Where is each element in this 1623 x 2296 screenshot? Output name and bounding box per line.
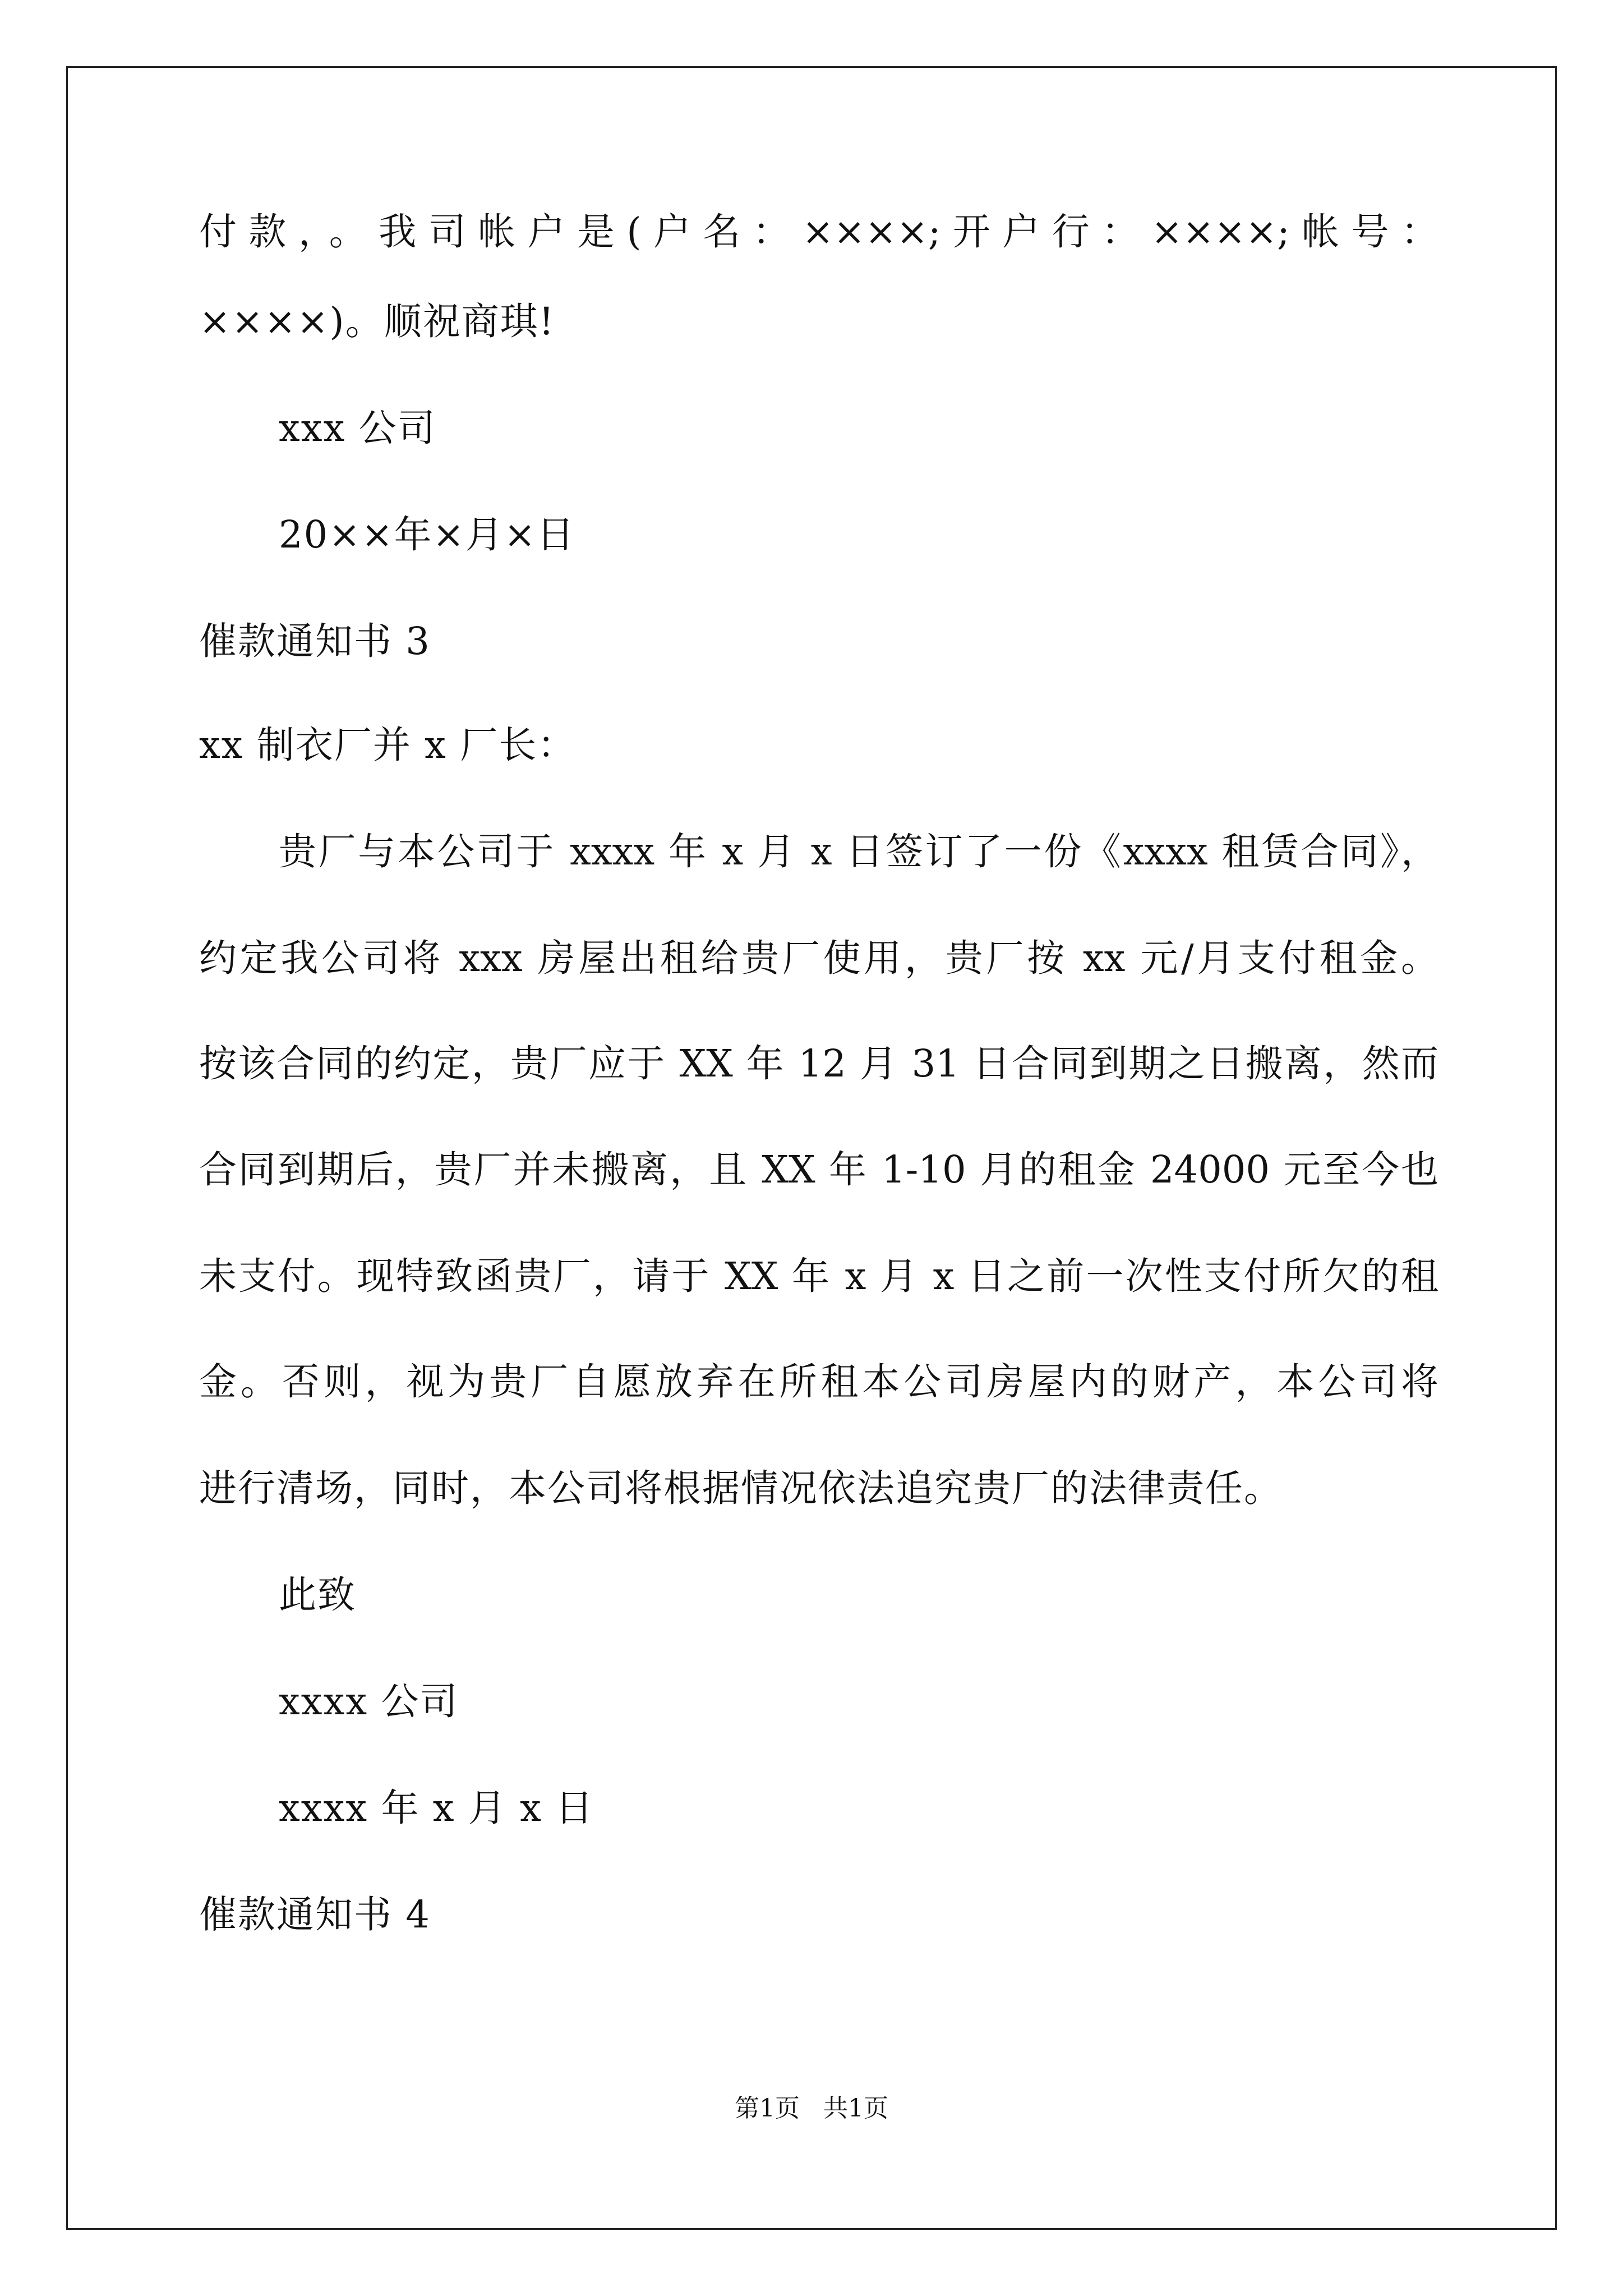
body-line-6: 金。否则，视为贵厂自愿放弃在所租本公司房屋内的财产，本公司将 xyxy=(199,1360,1438,1404)
body-line-5: 未支付。现特致函贵厂，请于 XX 年 x 月 x 日之前一次性支付所欠的租 xyxy=(199,1254,1438,1298)
sender-company: xxx 公司 xyxy=(279,406,436,450)
signature-date: xxxx 年 x 月 x 日 xyxy=(279,1786,594,1830)
section-heading-4: 催款通知书 4 xyxy=(199,1893,431,1936)
signature-company: xxxx 公司 xyxy=(279,1680,459,1723)
body-line-1: 贵厂与本公司于 xxxx 年 x 月 x 日签订了一份《xxxx 租赁合同》， xyxy=(279,830,1438,873)
body-line-7: 进行清场，同时，本公司将根据情况依法追究贵厂的法律责任。 xyxy=(199,1466,1283,1510)
salutation: xx 制衣厂并 x 厂长： xyxy=(199,723,577,767)
page-footer: 第1页 共1页 xyxy=(735,2094,888,2123)
body-line-2: 约定我公司将 xxx 房屋出租给贵厂使用，贵厂按 xx 元/月支付租金。 xyxy=(199,936,1438,980)
sender-date: 20××年×月×日 xyxy=(279,513,575,556)
paragraph-line-payment: 付款，。我司帐户是(户名：××××;开户行：××××;帐号： xyxy=(199,210,1438,254)
body-line-4: 合同到期后，贵厂并未搬离，且 XX 年 1-10 月的租金 24000 元至今也 xyxy=(199,1148,1438,1191)
paragraph-line-closing: ××××)。顺祝商琪! xyxy=(199,300,555,343)
section-heading-3: 催款通知书 3 xyxy=(199,619,431,663)
closing-phrase: 此致 xyxy=(279,1573,356,1617)
body-line-3: 按该合同的约定，贵厂应于 XX 年 12 月 31 日合同到期之日搬离，然而 xyxy=(199,1042,1438,1085)
